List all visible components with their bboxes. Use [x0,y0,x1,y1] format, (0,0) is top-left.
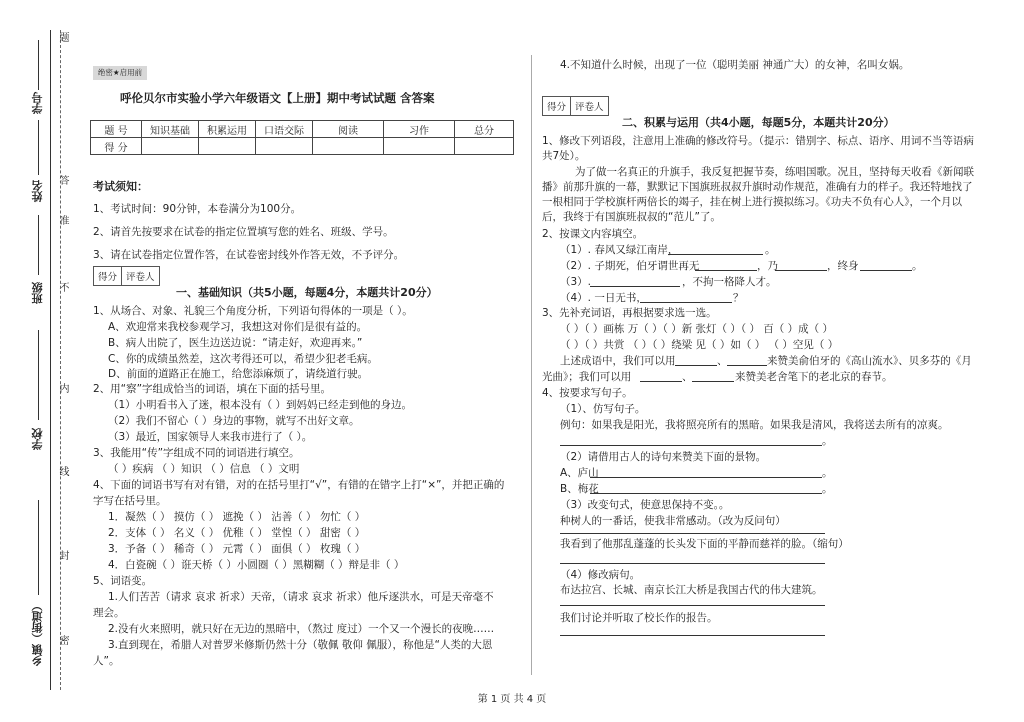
question-line: 理会。 [93,607,125,619]
question-line: 种树人的一番话，使我非常感动。（改为反问句） [560,515,786,527]
question-line: 2、按课文内容填空。 [542,228,644,240]
grader-box [93,266,160,286]
score-cell[interactable] [313,138,384,155]
field-school: 学校 [31,428,44,450]
question-line: 来赞美老舍笔下的老北京的春节。 [735,371,893,383]
question-line: 。 [822,435,833,447]
secret-badge: 绝密★启用前 [93,66,147,80]
bind-char: 密 [57,635,68,645]
question-line: 光曲》；我们可以用 [542,371,632,383]
question-line: 。 [765,244,776,256]
question-line: 例句：如果我是阳光，我将照亮所有的黑暗。如果我是清风，我将送去所有的凉爽。 [560,419,949,431]
question-line: （4）修改病句。 [560,569,641,581]
question-line: 2、用“察”字组成恰当的词语，填在下面的括号里。 [93,383,332,395]
bind-char: 封 [57,550,68,560]
score-header: 口语交际 [256,121,313,138]
grader-name-label: 评卷人 [126,272,155,283]
question-line: 5、词语变。 [93,575,153,587]
question-line: 字写在括号里。 [93,495,167,507]
bind-char: 内 [57,383,68,393]
question-line: 3.直到现在，希腊人对普罗米修斯仍然十分（敬佩 敬仰 佩服），称他是“人类的大恩 [108,639,493,651]
question-line: A、庐山 [560,467,599,479]
question-line: A、欢迎常来我校参观学习，我想这对你们是很有益的。 [108,321,368,333]
question-line: 1、从场合、对象、礼貌三个角度分析，下列语句得体的一项是（ ）。 [93,305,413,317]
section2-title: 二、积累与运用（共4小题，每题5分，本题共计20分） [622,116,895,129]
question-line: （1）、仿写句子。 [560,403,646,415]
question-line: 。 [822,483,833,495]
bind-char: 不 [57,282,68,292]
field-name: 姓名 [31,180,44,202]
notice-item: 1、考试时间：90分钟，本卷满分为100分。 [93,203,302,215]
score-table [90,120,514,155]
score-header: 习作 [384,121,455,138]
question-line: 。 [822,467,833,479]
grader-box [542,96,609,116]
page-footer: 第 1 页 共 4 页 [477,694,547,705]
question-line: （ ）疾病 （ ）知识 （ ）信息 （ ）文明 [108,463,300,475]
question-line: ，终身 [827,260,859,272]
grader-score-label: 得分 [94,267,122,285]
bind-char: 线 [57,466,68,476]
question-line: B、病人出院了，医生边送边说：“请走好，欢迎再来。” [108,337,363,349]
score-header: 总分 [455,121,514,138]
question-line: 3．予备（ ） 稀奇（ ） 元霄（ ） 面俱（ ） 枚瑰（ ） [108,543,366,555]
field-class: 班级 [31,282,44,304]
question-line: （2）请借用古人的诗句来赞美下面的景物。 [560,451,767,463]
score-cell[interactable] [455,138,514,155]
section1-title: 一、基础知识（共5小题，每题4分，本题共计20分） [176,286,438,299]
score-header: 题 号 [91,121,142,138]
question-line: 1．凝然（ ） 摸仿（ ） 遮挽（ ） 沾善（ ） 勿忙（ ） [108,511,366,523]
field-student-id: 学号 [31,92,44,114]
score-header: 阅读 [313,121,384,138]
question-line: 人”。 [93,655,120,667]
bind-char: 题 [57,32,68,42]
question-line: （1）. 春风又绿江南岸， [560,244,679,256]
question-line: 2．支体（ ） 名义（ ） 优稚（ ） 堂惶（ ） 甜密（ ） [108,527,366,539]
question-line: ，乃 [757,260,778,272]
question-line: 3、先补充词语，再根据要求选一选。 [542,307,717,319]
question-line: 4.不知道什么时候，出现了一位（聪明美丽 神通广大）的女神，名叫女娲。 [560,59,910,71]
question-line: （1）小明看书入了迷，根本没有（ ）到妈妈已经走到他的身边。 [108,399,413,411]
question-line: 1、修改下列语段，注意用上准确的修改符号。（提示：错别字、标点、语序、用词不当等语病 [542,135,974,147]
bind-char: 准 [57,215,68,225]
question-line: 播》前那升旗的一幕，默默记下国旗班叔叔升旗时动作规范，准确有力的样子。我还特地找了 [542,181,973,193]
score-header: 积累运用 [199,121,256,138]
question-line: 。 [912,260,923,272]
question-line: 、 [682,371,693,383]
question-line: ？ [733,292,744,304]
page-title: 呼伦贝尔市实验小学六年级语文【上册】期中考试试题 含答案 [120,91,435,105]
notice-item: 3、请在试卷指定位置作答，在试卷密封线外作答无效，不予评分。 [93,249,405,261]
question-line: 、 [717,355,728,367]
question-line: 2.没有火来照明，就只好在无边的黑暗中，（熬过 度过）一个又一个漫长的夜晚…… [108,623,495,635]
notice-item: 2、请首先按要求在试卷的指定位置填写您的姓名、班级、学号。 [93,226,394,238]
score-row-label: 得 分 [91,138,142,155]
question-line: （2）. 子期死，伯牙谓世再无 [560,260,700,272]
question-line: （3）改变句式，使意思保持不变。。 [560,499,730,511]
question-line: （ ）（ ）共赏 （ ）（ ）绕梁 见（ ）如（ ） （ ）空见（ ） [560,339,839,351]
question-line: （3）最近，国家领导人来我市进行了（ ）。 [108,431,313,443]
question-line: 一根相同于学校旗杆两倍长的竭子，挂在树上进行摸拟练习。《功夫不负有心人》，一个月以 [542,196,962,208]
question-line: 我看到了他那乱蓬蓬的长头发下面的平静而慈祥的脸。（缩句） [560,538,849,550]
question-line: 布达拉宫、长城、南京长江大桥是我国古代的伟大建筑。 [560,584,823,596]
question-line: 来赞美俞伯牙的《高山流水》、贝多芬的《月 [767,355,972,367]
question-line: B、梅花 [560,483,599,495]
score-header: 知识基础 [142,121,199,138]
question-line: 上述成语中，我们可以用 [560,355,676,367]
question-line: （3）. [560,276,592,288]
question-line: （4）. 一日无书， [560,292,647,304]
question-line: （2）我们不留心（ ）身边的事物，就写不出好文章。 [108,415,360,427]
question-line: D、前面的道路正在施工，给您添麻烦了，请绕道行驶。 [108,368,369,380]
question-line: （ ）（ ）画栋 万（ ）（ ）新 张灯（ ）（ ） 百（ ）成（ ） [560,323,833,335]
field-township: 乡镇（街道） [31,600,44,666]
question-line: 后，我终于有国旗班叔叔的“范儿”了。 [542,211,721,223]
notice-heading: 考试须知： [93,180,148,193]
score-cell[interactable] [384,138,455,155]
score-cell[interactable] [199,138,256,155]
grader-score-label: 得分 [543,97,571,115]
question-line: 4、下面的词语书写有对有错，对的在括号里打“√”，有错的在错字上打“×”，并把正确的 [93,479,505,491]
question-line: 4．白瓷碗（ ）诳天桥（ ）小圆圈（ ）黑糊糊（ ）辩是非（ ） [108,559,405,571]
question-line: 为了做一名真正的升旗手，我反复把握节奏，练唱国歌。况且，坚持每天收看《新闻联 [575,166,974,178]
question-line: C、你的成绩虽然差，这次考得还可以，希望少犯老毛病。 [108,353,378,365]
question-line: 我们讨论并听取了校长作的报告。 [560,612,718,624]
question-line: 1.人们苦苦（请求 哀求 祈求）天帝，（请求 哀求 祈求）他斥逐洪水，可是天帝毫不 [108,591,494,603]
question-line: 共7处）。 [542,150,586,162]
question-line: 3、我能用“传”字组成不同的词语进行填空。 [93,447,300,459]
bind-char: 答 [57,175,68,185]
question-line: ，不拘一格降人才。 [682,276,777,288]
score-cell[interactable] [256,138,313,155]
question-line: 4、按要求写句子。 [542,387,633,399]
score-cell[interactable] [142,138,199,155]
grader-name-label: 评卷人 [575,102,604,113]
